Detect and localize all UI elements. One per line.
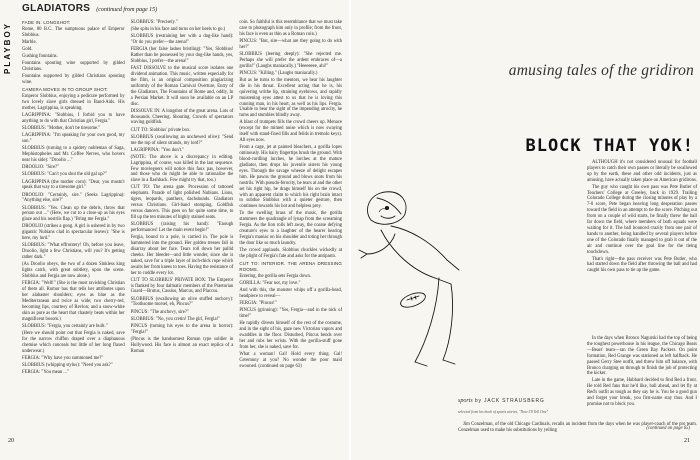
script-paragraph: DROOLIO: "Certainly, sire." (Seeks Lagrippina): "Anything else, sire?" xyxy=(22,192,125,204)
script-paragraph: FAST DISSOLVE to the musical score isolates one dividend animation. This music, written especially for the film, is an original composition plagiarizing uniformly of the Roman Carnival Overture, Entry of the Gladiators, The Fountains of Rome and, oddly, In a Persian Market. It will soon be available on an LP disc. xyxy=(130,66,234,107)
script-paragraph: Emperor Slobbius, enjoying a pedicure performed by two lovely slave girls dressed in Band-Aids. His mother, Lagrippina, is speaking. xyxy=(22,94,125,112)
script-paragraph: LAGRIPPINA: "I'm speaking for your own good, my son." xyxy=(22,133,125,145)
script-paragraph: SLOBBIUS (swallowing an unchewed olive): "Send me the top of silent strands, my lord?" xyxy=(130,134,234,146)
script-paragraph: But as he turns to the mentors, we hear his laughter die in his throat. Excellent acting that he is, his quivering writhe lip, straining eyebrows, and rapidly moistening eyes attest to us that he is loving this cunning man, in his heart, as well as his lips. Fergia. Unable to bear the sight of the impending atrocity, he turns and stumbles blindly away. xyxy=(239,77,343,119)
script-paragraph: CUT TO SLOBBIUS' PRIVATE BOX: The Emperor is flanked by four dalmatic members of the Praetorian Guard—Brutus, Cassius, Marcus, and Placcus. xyxy=(130,277,234,295)
byline-section: sports xyxy=(458,398,473,404)
script-paragraph: FERGIA (her false lashes bristling): "Yes, Slobbius! Rather than be possessed by your dog-like hands, yes, Slobbius, I prefer—the arena!" xyxy=(130,47,234,64)
script-paragraph: SLOBBIUS: "Mother, don't be tiresome." xyxy=(22,126,101,132)
article-paragraph: Late in the game, Hubbard decided to find Red a front. He told Red fans that he'd like, ball ahead, and let fly at Red's outfit as tough as they say he is. You be a good gun and forget your break, you first-name stay thus. And I promise not to block you. xyxy=(587,378,697,407)
byline xyxy=(458,398,578,404)
script-paragraph: SLOBBIUS (leering deeply): "She rejected me. Perhaps she will prefer the ardent embraces of—a gorilla!" (Laughs maniacally.) "Heeeeeee, ahi!" xyxy=(239,51,343,69)
script-paragraph: Rome, 80 B.C. The sumptuous palace of Emperor Slobbius. xyxy=(22,27,125,38)
script-paragraph: PINCUS: "Killing." (Laughs maniacally.) xyxy=(239,70,318,76)
script-paragraph: PINCUS: "But, sire—what are they going to do with her?" xyxy=(239,38,343,50)
script-paragraph: LAGRIPPINA: "Slobbius, I forbid you to have anything to do with that Christian girl, Fergia." xyxy=(22,113,125,125)
script-paragraph: SLOBBIUS (restraining her with a dog-like hand): "Or do you prefer—the arena!" xyxy=(130,34,234,46)
continued-note-right: (continued on page 65) xyxy=(646,426,690,431)
script-paragraph: Fountains spouting wine supported by gilded Christians. xyxy=(22,61,125,73)
script-paragraph: Marble. xyxy=(22,40,37,46)
script-paragraph: Entering, the gorilla sets Fergia down. xyxy=(239,274,311,280)
script-paragraph: GORILLA: "Fear not, my love." xyxy=(239,281,301,287)
article-column-top xyxy=(587,160,697,322)
script-paragraph: And with this, the monster whips off a gorilla-head, headpiece to reveal— xyxy=(239,288,343,300)
script-paragraph: Fountains supported by gilded Christians spouting wine. xyxy=(22,74,125,86)
script-paragraph: LAGRIPPINA (the mother corn): "Dear, you mustn't speak that way to a tiresome girl." xyxy=(22,179,125,191)
script-paragraph: (As Droolio obeys, the two of a dozen Sinkless king lights catch, with great subtlety, upon the scene. Slobbius and Fergia are now alone.) xyxy=(22,262,125,280)
script-paragraph: He rapidly divests himself of the rest of the costume, and in the sight of his, gaze new Victorian vapors and swaddles in the floor. Disturbed, Pincus bends over her and rubs her wrists. With the gorilla-stuff gone from her, she is naked, save for. xyxy=(239,321,343,350)
script-paragraph: SLOBBIUS: "What effrontery! Oh, before you leave, Droolio, light a few Christians, will you? It's getting rather dark." xyxy=(22,243,125,261)
page-number-right: 21 xyxy=(684,438,690,444)
script-paragraph: To the swelling brass of the music, the gorilla stammers the quadrangle of lynap from the screaming Fergia. As the lion rolls left away, the coarse defying creature's eyes to a laughter of the hearer hearing Fergia's maniac on his shoulder and toting her through the door like so much laundry. xyxy=(239,211,343,246)
script-paragraph: From a cage, jet at painted bleachers, a gorilla lopes ominously. His hairy fingertips brush the ground. With blood-curdling lurches, he lurches at the mature gladiator, then drops his juvenile sisters his young eyes. Through the savage wheeze of delight escapes him. He pawns the ground and blows snots from his nostrils. With pseudo-ferocity, he tears at and the other set his right hip, he drags himself his on the crowd, with an apparent claim to which his right brain intact to subdue Slobbius with a quieter gesture, then continues towards his hot and helpless prey. xyxy=(239,145,343,210)
scene-heading: CAMERA MOVES IN TO GROUP SHOT: xyxy=(22,87,108,93)
script-paragraph: The crowd applauds. Slobbius chuckles wickedly at the plight of Fergia's fate and asks for the antipasto. xyxy=(239,248,343,259)
script-paragraph: (She spits in his face and turns on her heels to go.) xyxy=(130,27,226,33)
script-paragraph: Fergia, bound to a pole, is carried in. The pole is hammered into the ground. Her golden tresses fall in disarray about her face. Tears roll down her pallid cheeks. Her bleeder—and little wonder, since she is naked, save for a triple layer of inch-thick rope which awaits her from knees to toes. Having the resistance of her to cuddle every lot. xyxy=(130,235,234,276)
script-paragraph: FERGIA: "You mean ..." xyxy=(22,369,69,375)
script-paragraph: PINCUS: "The anchovy, sire?" xyxy=(130,309,189,315)
script-paragraph: SLOBBIUS: "Fergia, you certainly are built." xyxy=(22,323,108,329)
script-paragraph: PINCUS (turning his eyes to the arena in horror): "Fergia!" xyxy=(130,323,234,335)
article-header xyxy=(22,3,342,17)
script-paragraph: PINCUS (grinning): "Yes, Fergia—and in the nick of time!" xyxy=(239,308,343,320)
article-paragraph: That's right—the pass receiver was Pete Butler, who had started down the field after throwing the ball and had caught his own pass to tie up the game. xyxy=(587,256,697,274)
script-paragraph: CUT TO: The arena gate. Procession of tattooed elephants. Parade of light polished Nubians. Lions, tigers, leopards, panthers, dachshunds. Gladiators versus Christians. Girl-band stomping. Goldfish versus dancers. This goes on for quite some time, to fill up the ten minutes of highly stained seats. xyxy=(130,185,234,220)
article-headline: BLOCK THAT YOK! xyxy=(525,136,694,156)
article-paragraph: Jim Conzelman, of the old Chicago Cardinals, recalls an incident from the days when he was player-coach of the pro team. Conzelman used to make his substitutions by yelling xyxy=(458,422,697,433)
script-paragraph: (Pincus is the handsomest Roman type soldier in Hollywood. His face is almost an exact replica of a Roman xyxy=(130,336,234,354)
script-paragraph: SLOBBIUS: "Precisely." xyxy=(130,20,178,25)
script-paragraph: FERGIA: "Well!" (She is the most ravishing Christian of them all. Rumor has that tells her attributes upon her alabaster shoulders; eyes as blue as the Mediterranean and twice as wide; two cherry-red, becoming lips, courtesy of Revlon; and a snow-white skin as pure as the heart that chastely beats within her magnificent bosom.) xyxy=(22,281,125,322)
article-subtitle: amusing tales of the gridiron xyxy=(508,62,694,79)
right-page xyxy=(351,0,700,460)
script-paragraph: (Here we should point out that Fergia is naked, save for the narrow chiffon draped over a diaphanous chemise which conceals but little of her long flaxed underwear.) xyxy=(22,330,125,354)
text-column-3 xyxy=(239,20,342,432)
script-paragraph: SLOBBIUS (turning to a spidery nobleman of Saga, Mephistopheles and Mr. Coffee Nerves, who hovers near his side): "Droolio ..." xyxy=(22,146,125,164)
byline-author: by JACK STRAUSBERG xyxy=(474,398,545,404)
script-paragraph: DROOLIO (strikes a gong. A girl is ushered in by two gigantic Nubians clad in spectacular leaves): "She is here, my lord." xyxy=(22,224,125,242)
script-paragraph: SLOBBIUS (whipping stylus): "Need you ask?" xyxy=(22,362,113,368)
text-column-2 xyxy=(131,20,234,432)
football-player-illustration xyxy=(351,150,471,400)
article-column-bottom xyxy=(587,336,697,407)
script-paragraph: coin. So faithful is this resemblance that we must take care to photograph him only in profile; from the front, his face is even as thin as a Roman coin.) xyxy=(239,20,343,37)
article-title: GLADIATORS xyxy=(22,3,91,14)
script-paragraph: What a woman! Gal! Hold every thing. Gal! Ceremony at you? No wonder the poor maid swooned. (continued on page 63) xyxy=(239,352,343,369)
script-paragraph: DROOLIO: "Sire?" xyxy=(22,165,60,171)
script-paragraph: (NOTE: The above is a discrepancy in editing. Lagrippina, of course, was killed in the last sequence. Few moviegoers will notice this faux pas, however, and those who do might be able to rationalize the slave in a flashback. Few might try that, too.) xyxy=(130,154,234,184)
source-note: selected from his book of sports stories, "Now I'll Tell One" xyxy=(458,410,549,414)
scene-heading: CUT TO: INTERIOR. THE ARENA DRESSING ROOMS. xyxy=(239,261,343,272)
script-paragraph: FERGIA: "Pincus!" xyxy=(239,301,277,307)
script-paragraph: SLOBBIUS: "Yes. Clean up the debris, throw that person out ..." (Here, we cut to a close-up as his eyes glaze and his nostrils flap.) "Bring me Fergia." xyxy=(22,205,125,223)
script-paragraph: DISSOLVE IN: A longshot of the great arena. Lots of thousands. Cheering. Shouting. Crowds of spectators waving goldfish. xyxy=(130,108,234,126)
scene-heading: FADE IN: LONGSHOT: xyxy=(22,20,71,25)
script-paragraph: Gushing fountains. xyxy=(22,54,58,60)
magazine-side-label: PLAYBOY xyxy=(3,22,12,74)
page-number-left: 20 xyxy=(8,438,14,444)
left-text-columns xyxy=(22,20,342,432)
left-page xyxy=(0,0,349,460)
article-paragraph: ALTHOUGH it's not considered unusual for football players to catch their own passes or literally be swallowed up by the earth, these and other odd incidents, just as amusing, have actually taken place on American gridirons. xyxy=(587,160,697,183)
script-paragraph: FERGIA: "Why have you summoned me?" xyxy=(22,355,104,361)
article-paragraph: In the days when Bronco Nagurski had the top of being the toughest powerhouse in his league, the Chicago Bears—Bears' team—ran the Green Bay Packers. On point formation, Red Grange was stationed as left halfback. He passed Gerry Stee outfit, and threw him off balance, with Bronco charging on through to finish the job of protecting the kicker. xyxy=(587,336,697,377)
text-column-1 xyxy=(22,20,125,432)
script-paragraph: CUT TO: Slobbius' private box. xyxy=(130,127,191,133)
script-paragraph: SLOBBIUS: "Can't you shut the old gal up?" xyxy=(22,172,107,178)
article-paragraph: The guy who caught his own pass was Pete Butler of Teachers' College at Greeley, back in 1929. Trailing Colorado College during the closing minutes of play by a 7-0 score, Pete began heaving long desperation passes toward the field in an attempt to tie the score. Pitching out from on a couple of wild starts, he finally threw the ball far down the field, where members of both squads were waiting for it. The ball bounced crazily from one pair of hands to another, being handled by several players before one of the Colorado finally managed to grab it out of the air and continue over the goal line for the tieing touchdown. xyxy=(587,184,697,255)
script-paragraph: Gold. xyxy=(22,47,33,53)
script-paragraph: LAGRIPPINA: "You don't." xyxy=(130,147,184,153)
script-paragraph: SLOBBIUS (swallowing an olive stuffed anchovy): "Toothsome morsel, eh, Pincus?" xyxy=(130,296,234,308)
script-paragraph: SLOBBIUS: "No, you cretin! The girl, Fergia!" xyxy=(130,316,220,322)
script-paragraph: A blast of trumpets fills the crowd cheers up. Menace (except for the mimed noise which is now swaying itself with stand-fixed fills and feilds in tremolo keys). All eyes now. xyxy=(239,120,343,144)
continued-note: (continued from page 15) xyxy=(96,7,158,13)
script-paragraph: SLOBBIUS (raising his hand): "Enough performances! Let the main event begin!" xyxy=(130,222,234,233)
